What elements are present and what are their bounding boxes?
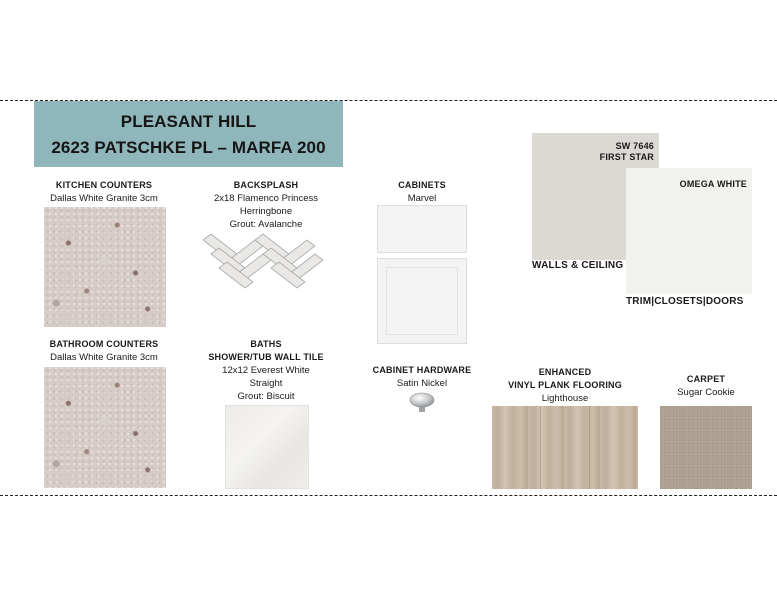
first-star-code: SW 7646 (615, 141, 654, 151)
flooring-label (492, 366, 638, 405)
trim-closets-doors-label: TRIM|CLOSETS|DOORS (626, 296, 744, 307)
cabinet-drawer-swatch (377, 205, 467, 253)
herringbone-tile-swatch (203, 232, 329, 290)
walls-ceiling-label: WALLS & CEILING (532, 260, 624, 271)
cabinets-label (362, 179, 482, 205)
plank-seam (589, 406, 590, 489)
bath-tile-swatch (225, 405, 309, 489)
kitchen-counters-value: Dallas White Granite 3cm (50, 193, 158, 204)
flooring-title: ENHANCED (538, 367, 592, 377)
bathroom-counters-title: BATHROOM COUNTERS (49, 339, 159, 349)
kitchen-counters-label (34, 179, 174, 205)
cabinets-value: Marvel (407, 193, 437, 204)
plank-seam (540, 406, 541, 489)
cabinet-hardware-value: Satin Nickel (396, 378, 448, 389)
baths-label (196, 338, 336, 403)
baths-line1: 12x12 Everest White (222, 365, 310, 376)
baths-grout: Grout: Biscuit (237, 391, 295, 402)
backsplash-line2: Herringbone (239, 206, 293, 217)
cabinet-door-swatch (377, 258, 467, 344)
backsplash-grout: Grout: Avalanche (229, 219, 303, 230)
first-star-label (560, 141, 654, 163)
cabinet-door-panel (386, 267, 458, 335)
bathroom-granite-swatch (44, 367, 166, 488)
community-name: PLEASANT HILL (120, 112, 257, 131)
bathroom-counters-label (34, 338, 174, 364)
kitchen-counters-title: KITCHEN COUNTERS (55, 180, 153, 190)
carpet-title: CARPET (686, 374, 726, 384)
flooring-subtitle: VINYL PLANK FLOORING (508, 380, 622, 390)
baths-title: BATHS (250, 339, 282, 349)
kitchen-granite-swatch (44, 207, 166, 327)
cabinet-hardware-title: CABINET HARDWARE (372, 365, 472, 375)
backsplash-title: BACKSPLASH (233, 180, 299, 190)
baths-line2: Straight (249, 378, 283, 389)
omega-white-name: OMEGA WHITE (679, 179, 747, 189)
backsplash-line1: 2x18 Flamenco Princess (213, 193, 319, 204)
backsplash-label (196, 179, 336, 231)
knob-icon (408, 390, 436, 414)
carpet-label (658, 373, 754, 399)
first-star-name: FIRST STAR (599, 152, 654, 162)
flooring-value: Lighthouse (541, 393, 589, 404)
address-plan: 2623 PATSCHKE PL – MARFA 200 (51, 138, 326, 157)
bottom-divider (0, 495, 777, 496)
baths-subtitle: SHOWER/TUB WALL TILE (208, 352, 324, 362)
vinyl-plank-swatch (492, 406, 638, 489)
title-banner (34, 101, 343, 167)
cabinets-title: CABINETS (398, 180, 446, 190)
bathroom-counters-value: Dallas White Granite 3cm (50, 352, 158, 363)
carpet-value: Sugar Cookie (677, 387, 735, 398)
cabinet-hardware-label (362, 364, 482, 390)
carpet-swatch (660, 406, 752, 489)
